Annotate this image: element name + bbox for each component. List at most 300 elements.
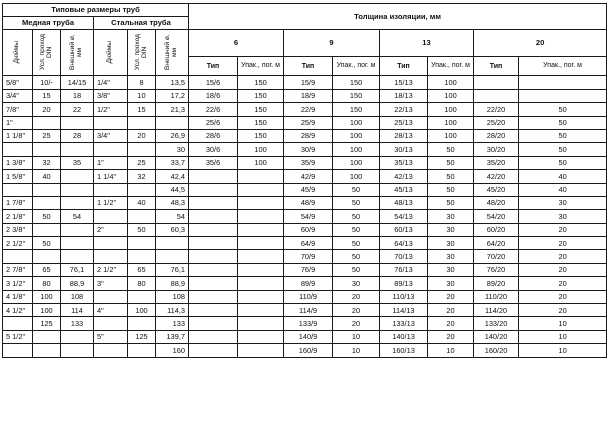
- type-13-cell: 76/13: [380, 263, 428, 276]
- copper-outer-diameter-cell: [61, 143, 94, 156]
- pack-9-cell: 100: [333, 156, 380, 169]
- pack-9-cell: 20: [333, 290, 380, 303]
- copper-outer-diameter-cell: 22: [61, 103, 94, 116]
- pack-6-cell: 150: [238, 116, 284, 129]
- pack-6-cell: [238, 263, 284, 276]
- pack-13-cell: 20: [428, 304, 474, 317]
- type-9-cell: 70/9: [284, 250, 333, 263]
- steel-nominal-bore-cell: 40: [128, 196, 156, 209]
- gauge-9-header: 9: [284, 30, 380, 57]
- type-20-cell: 22/20: [474, 103, 519, 116]
- steel-nominal-bore-cell: [128, 250, 156, 263]
- steel-inches-cell: 1 1/4": [94, 170, 128, 183]
- type-9-cell: 89/9: [284, 277, 333, 290]
- steel-outer-diameter-cell: 114,3: [156, 304, 189, 317]
- steel-inches-cell: [94, 290, 128, 303]
- steel-outer-diameter-cell: 21,3: [156, 103, 189, 116]
- pack-9-cell: 100: [333, 129, 380, 142]
- type-9-cell: 54/9: [284, 210, 333, 223]
- type-13-cell: 54/13: [380, 210, 428, 223]
- insulation-thickness-header: Толщина изоляции, мм: [189, 4, 607, 30]
- copper-inches-cell: [3, 183, 33, 196]
- copper-inches-cell: [3, 143, 33, 156]
- pack-20-cell: 20: [519, 223, 607, 236]
- steel-nominal-bore-cell: [128, 143, 156, 156]
- gauge-20-header: 20: [474, 30, 607, 57]
- steel-inches-cell: [94, 210, 128, 223]
- type-6-cell: [189, 210, 238, 223]
- type-header-20: Тип: [474, 56, 519, 76]
- copper-nominal-bore-cell: [33, 250, 61, 263]
- steel-nominal-bore-cell: 65: [128, 263, 156, 276]
- copper-nominal-bore-cell: 10/-: [33, 76, 61, 89]
- copper-outer-diameter-cell: [61, 170, 94, 183]
- steel-inches-cell: 1/4": [94, 76, 128, 89]
- steel-outer-diameter-cell: 42,4: [156, 170, 189, 183]
- steel-inches-cell: 1 1/2": [94, 196, 128, 209]
- pack-header-6: Упак., пог. м: [238, 56, 284, 76]
- copper-inches-cell: [3, 317, 33, 330]
- type-13-cell: 60/13: [380, 223, 428, 236]
- copper-nominal-bore-cell: [33, 344, 61, 357]
- copper-inches-cell: 4 1/2": [3, 304, 33, 317]
- copper-outer-diameter-cell: 108: [61, 290, 94, 303]
- steel-outer-diameter-cell: 26,9: [156, 129, 189, 142]
- type-13-cell: 25/13: [380, 116, 428, 129]
- pack-13-cell: 10: [428, 344, 474, 357]
- copper-inches-cell: 5/8": [3, 76, 33, 89]
- pack-9-cell: 100: [333, 170, 380, 183]
- type-9-cell: 60/9: [284, 223, 333, 236]
- steel-outer-diameter-cell: 133: [156, 317, 189, 330]
- steel-nominal-bore-cell: [128, 317, 156, 330]
- type-13-cell: 114/13: [380, 304, 428, 317]
- type-header-9: Тип: [284, 56, 333, 76]
- pack-20-cell: 20: [519, 237, 607, 250]
- copper-nominal-bore-cell: [33, 143, 61, 156]
- steel-outer-diameter-cell: 30: [156, 143, 189, 156]
- table-row: [3, 223, 607, 236]
- type-20-cell: 60/20: [474, 223, 519, 236]
- type-9-cell: 110/9: [284, 290, 333, 303]
- steel-inches-cell: [94, 317, 128, 330]
- steel-inches-cell: 2": [94, 223, 128, 236]
- steel-nominal-bore-cell: 8: [128, 76, 156, 89]
- type-20-cell: 89/20: [474, 277, 519, 290]
- type-9-cell: 140/9: [284, 330, 333, 343]
- pack-13-cell: 20: [428, 330, 474, 343]
- steel-outer-diameter-cell: 33,7: [156, 156, 189, 169]
- table-row: [3, 89, 607, 102]
- type-9-cell: 25/9: [284, 116, 333, 129]
- table-row: [3, 250, 607, 263]
- pack-13-cell: 50: [428, 183, 474, 196]
- copper-inches-cell: 1 5/8": [3, 170, 33, 183]
- pack-6-cell: [238, 330, 284, 343]
- pack-6-cell: [238, 196, 284, 209]
- pack-20-cell: [519, 76, 607, 89]
- type-20-cell: 42/20: [474, 170, 519, 183]
- copper-outer-diameter-cell: 28: [61, 129, 94, 142]
- table-row: [3, 210, 607, 223]
- type-13-cell: 110/13: [380, 290, 428, 303]
- pack-9-cell: 100: [333, 116, 380, 129]
- pack-header-20: Упак., пог. м: [519, 56, 607, 76]
- table-row: [3, 170, 607, 183]
- type-6-cell: [189, 263, 238, 276]
- steel-nominal-bore-cell: 50: [128, 223, 156, 236]
- type-9-cell: 114/9: [284, 304, 333, 317]
- type-13-cell: 89/13: [380, 277, 428, 290]
- steel-nominal-bore-cell: 15: [128, 103, 156, 116]
- copper-nominal-bore-cell: 50: [33, 237, 61, 250]
- steel-nominal-bore-cell: 25: [128, 156, 156, 169]
- steel-nominal-bore-cell: [128, 344, 156, 357]
- type-13-cell: 18/13: [380, 89, 428, 102]
- pack-20-cell: 30: [519, 210, 607, 223]
- type-20-cell: 70/20: [474, 250, 519, 263]
- copper-nominal-bore-cell: 80: [33, 277, 61, 290]
- type-6-cell: [189, 250, 238, 263]
- steel-outer-diameter-cell: [156, 116, 189, 129]
- pack-13-cell: 30: [428, 237, 474, 250]
- copper-inches-cell: 2 7/8": [3, 263, 33, 276]
- type-9-cell: 76/9: [284, 263, 333, 276]
- copper-outer-diameter-header: [61, 30, 94, 76]
- table-row: [3, 290, 607, 303]
- copper-outer-diameter-cell: [61, 237, 94, 250]
- copper-outer-diameter-cell: 18: [61, 89, 94, 102]
- copper-nominal-bore-cell: 40: [33, 170, 61, 183]
- pack-20-cell: 20: [519, 304, 607, 317]
- copper-nominal-bore-cell: [33, 330, 61, 343]
- pack-13-cell: 20: [428, 317, 474, 330]
- copper-inches-header: [3, 30, 33, 76]
- pack-header-13: Упак., пог. м: [428, 56, 474, 76]
- copper-outer-diameter-label: Внешний ø, мм: [69, 34, 83, 70]
- steel-outer-diameter-label: Внешний ø, мм: [164, 34, 178, 70]
- steel-outer-diameter-cell: 160: [156, 344, 189, 357]
- copper-inches-cell: 2 1/2": [3, 237, 33, 250]
- pack-13-cell: 30: [428, 263, 474, 276]
- steel-nominal-bore-label: Усл. проход DIN: [133, 34, 148, 70]
- pack-6-cell: [238, 304, 284, 317]
- table-row: [3, 103, 607, 116]
- type-6-cell: [189, 223, 238, 236]
- copper-outer-diameter-cell: [61, 250, 94, 263]
- pack-6-cell: [238, 170, 284, 183]
- type-20-cell: 76/20: [474, 263, 519, 276]
- pack-13-cell: 50: [428, 156, 474, 169]
- type-6-cell: 18/6: [189, 89, 238, 102]
- steel-outer-diameter-cell: 60,3: [156, 223, 189, 236]
- pack-6-cell: 150: [238, 89, 284, 102]
- pack-9-cell: 30: [333, 277, 380, 290]
- copper-outer-diameter-cell: [61, 196, 94, 209]
- pack-9-cell: 50: [333, 223, 380, 236]
- steel-nominal-bore-header: [128, 30, 156, 76]
- pack-20-cell: 50: [519, 129, 607, 142]
- table-body: [3, 76, 607, 357]
- copper-outer-diameter-cell: 88,9: [61, 277, 94, 290]
- steel-inches-cell: [94, 143, 128, 156]
- steel-outer-diameter-cell: 44,5: [156, 183, 189, 196]
- pack-6-cell: [238, 317, 284, 330]
- steel-inches-cell: 1": [94, 156, 128, 169]
- type-6-cell: 15/6: [189, 76, 238, 89]
- table-row: [3, 304, 607, 317]
- copper-outer-diameter-cell: [61, 223, 94, 236]
- steel-outer-diameter-cell: 76,1: [156, 263, 189, 276]
- steel-outer-diameter-cell: 88,9: [156, 277, 189, 290]
- pack-20-cell: 20: [519, 277, 607, 290]
- table-row: [3, 317, 607, 330]
- pack-13-cell: 30: [428, 210, 474, 223]
- table-row: [3, 129, 607, 142]
- typical-sizes-header: Типовые размеры труб: [3, 4, 189, 17]
- steel-inches-cell: 1/2": [94, 103, 128, 116]
- gauge-13-header: 13: [380, 30, 474, 57]
- type-20-cell: 25/20: [474, 116, 519, 129]
- pack-9-cell: 50: [333, 237, 380, 250]
- type-13-cell: 45/13: [380, 183, 428, 196]
- pack-9-cell: 20: [333, 317, 380, 330]
- pack-9-cell: 50: [333, 183, 380, 196]
- steel-nominal-bore-cell: [128, 290, 156, 303]
- pack-13-cell: 100: [428, 76, 474, 89]
- type-9-cell: 28/9: [284, 129, 333, 142]
- steel-inches-cell: [94, 116, 128, 129]
- pack-6-cell: 150: [238, 103, 284, 116]
- type-6-cell: 25/6: [189, 116, 238, 129]
- steel-nominal-bore-cell: [128, 116, 156, 129]
- steel-inches-header: [94, 30, 128, 76]
- copper-inches-cell: [3, 250, 33, 263]
- type-13-cell: 70/13: [380, 250, 428, 263]
- type-20-cell: 45/20: [474, 183, 519, 196]
- pack-6-cell: [238, 210, 284, 223]
- steel-nominal-bore-cell: 100: [128, 304, 156, 317]
- copper-nominal-bore-cell: 100: [33, 290, 61, 303]
- type-6-cell: [189, 330, 238, 343]
- pack-20-cell: 20: [519, 250, 607, 263]
- type-6-cell: 35/6: [189, 156, 238, 169]
- type-20-cell: 64/20: [474, 237, 519, 250]
- type-9-cell: 48/9: [284, 196, 333, 209]
- steel-nominal-bore-cell: [128, 210, 156, 223]
- pack-20-cell: 50: [519, 116, 607, 129]
- steel-inches-cell: 3/4": [94, 129, 128, 142]
- copper-inches-cell: 3/4": [3, 89, 33, 102]
- steel-inches-cell: 3": [94, 277, 128, 290]
- copper-inches-cell: 1 3/8": [3, 156, 33, 169]
- pack-6-cell: [238, 237, 284, 250]
- steel-inches-cell: 3/8": [94, 89, 128, 102]
- pack-13-cell: 50: [428, 170, 474, 183]
- type-9-cell: 15/9: [284, 76, 333, 89]
- pack-9-cell: 10: [333, 330, 380, 343]
- pack-13-cell: 100: [428, 89, 474, 102]
- pack-13-cell: 100: [428, 103, 474, 116]
- table-row: [3, 156, 607, 169]
- pack-20-cell: 50: [519, 156, 607, 169]
- copper-nominal-bore-cell: 65: [33, 263, 61, 276]
- pack-9-cell: 50: [333, 196, 380, 209]
- pack-20-cell: 20: [519, 263, 607, 276]
- pack-13-cell: 30: [428, 223, 474, 236]
- steel-inches-cell: [94, 183, 128, 196]
- pack-9-cell: 150: [333, 89, 380, 102]
- copper-outer-diameter-cell: [61, 344, 94, 357]
- type-20-cell: 35/20: [474, 156, 519, 169]
- pack-13-cell: 30: [428, 277, 474, 290]
- pack-6-cell: 100: [238, 156, 284, 169]
- table-row: [3, 263, 607, 276]
- type-6-cell: [189, 317, 238, 330]
- pack-9-cell: 50: [333, 210, 380, 223]
- type-9-cell: 64/9: [284, 237, 333, 250]
- pack-9-cell: 150: [333, 76, 380, 89]
- type-13-cell: 28/13: [380, 129, 428, 142]
- copper-nominal-bore-cell: 50: [33, 210, 61, 223]
- steel-nominal-bore-cell: [128, 237, 156, 250]
- copper-outer-diameter-cell: 14/15: [61, 76, 94, 89]
- table-row: [3, 344, 607, 357]
- pack-20-cell: 40: [519, 170, 607, 183]
- copper-inches-cell: 7/8": [3, 103, 33, 116]
- steel-outer-diameter-cell: 48,3: [156, 196, 189, 209]
- pack-6-cell: 100: [238, 143, 284, 156]
- pack-9-cell: 50: [333, 263, 380, 276]
- steel-outer-diameter-cell: [156, 237, 189, 250]
- steel-outer-diameter-cell: 108: [156, 290, 189, 303]
- gauge-6-header: 6: [189, 30, 284, 57]
- table-row: [3, 183, 607, 196]
- pack-9-cell: 10: [333, 344, 380, 357]
- type-9-cell: 18/9: [284, 89, 333, 102]
- pack-6-cell: [238, 223, 284, 236]
- table-row: [3, 116, 607, 129]
- type-13-cell: 64/13: [380, 237, 428, 250]
- copper-outer-diameter-cell: 133: [61, 317, 94, 330]
- pack-9-cell: 20: [333, 304, 380, 317]
- type-6-cell: [189, 170, 238, 183]
- type-9-cell: 35/9: [284, 156, 333, 169]
- type-13-cell: 15/13: [380, 76, 428, 89]
- copper-inches-cell: 2 1/8": [3, 210, 33, 223]
- steel-nominal-bore-cell: 10: [128, 89, 156, 102]
- pack-6-cell: [238, 290, 284, 303]
- type-20-cell: [474, 89, 519, 102]
- pack-6-cell: [238, 183, 284, 196]
- type-13-cell: 133/13: [380, 317, 428, 330]
- type-9-cell: 133/9: [284, 317, 333, 330]
- copper-nominal-bore-cell: 25: [33, 129, 61, 142]
- copper-inches-cell: 4 1/8": [3, 290, 33, 303]
- type-6-cell: 22/6: [189, 103, 238, 116]
- type-20-cell: 48/20: [474, 196, 519, 209]
- steel-inches-cell: 2 1/2": [94, 263, 128, 276]
- copper-outer-diameter-cell: 35: [61, 156, 94, 169]
- copper-inches-cell: 5 1/2": [3, 330, 33, 343]
- pack-20-cell: 10: [519, 344, 607, 357]
- type-9-cell: 22/9: [284, 103, 333, 116]
- table-row: [3, 277, 607, 290]
- copper-nominal-bore-cell: 15: [33, 89, 61, 102]
- pack-13-cell: 50: [428, 143, 474, 156]
- table-row: [3, 237, 607, 250]
- pack-20-cell: 10: [519, 330, 607, 343]
- copper-inches-cell: 3 1/2": [3, 277, 33, 290]
- type-6-cell: 28/6: [189, 129, 238, 142]
- steel-outer-diameter-cell: [156, 250, 189, 263]
- copper-outer-diameter-cell: [61, 183, 94, 196]
- type-13-cell: 42/13: [380, 170, 428, 183]
- type-9-cell: 45/9: [284, 183, 333, 196]
- steel-outer-diameter-header: [156, 30, 189, 76]
- type-header-6: Тип: [189, 56, 238, 76]
- type-6-cell: [189, 183, 238, 196]
- steel-inches-cell: [94, 344, 128, 357]
- copper-outer-diameter-cell: [61, 116, 94, 129]
- pipe-insulation-table: [2, 3, 607, 358]
- table-row: [3, 196, 607, 209]
- copper-inches-label: Дюймы: [13, 40, 21, 64]
- pack-20-cell: 50: [519, 143, 607, 156]
- type-13-cell: 48/13: [380, 196, 428, 209]
- pack-20-cell: 20: [519, 290, 607, 303]
- pack-20-cell: 30: [519, 196, 607, 209]
- copper-nominal-bore-cell: 100: [33, 304, 61, 317]
- pack-9-cell: 50: [333, 250, 380, 263]
- type-20-cell: 133/20: [474, 317, 519, 330]
- pack-13-cell: 50: [428, 196, 474, 209]
- type-13-cell: 160/13: [380, 344, 428, 357]
- pack-13-cell: 30: [428, 250, 474, 263]
- type-20-cell: 160/20: [474, 344, 519, 357]
- copper-nominal-bore-cell: 32: [33, 156, 61, 169]
- steel-nominal-bore-cell: 125: [128, 330, 156, 343]
- type-6-cell: [189, 277, 238, 290]
- copper-nominal-bore-cell: 20: [33, 103, 61, 116]
- type-20-cell: 54/20: [474, 210, 519, 223]
- type-20-cell: 140/20: [474, 330, 519, 343]
- pack-9-cell: 150: [333, 103, 380, 116]
- steel-inches-cell: 4": [94, 304, 128, 317]
- steel-inches-cell: 5": [94, 330, 128, 343]
- type-6-cell: [189, 196, 238, 209]
- copper-inches-cell: [3, 344, 33, 357]
- copper-outer-diameter-cell: 114: [61, 304, 94, 317]
- steel-nominal-bore-cell: 32: [128, 170, 156, 183]
- copper-nominal-bore-cell: 125: [33, 317, 61, 330]
- pack-6-cell: [238, 250, 284, 263]
- type-6-cell: [189, 304, 238, 317]
- type-6-cell: 30/6: [189, 143, 238, 156]
- copper-nominal-bore-cell: [33, 183, 61, 196]
- pack-6-cell: 150: [238, 76, 284, 89]
- copper-nominal-bore-cell: [33, 116, 61, 129]
- type-6-cell: [189, 344, 238, 357]
- type-20-cell: [474, 76, 519, 89]
- type-13-cell: 22/13: [380, 103, 428, 116]
- steel-inches-cell: [94, 237, 128, 250]
- pack-6-cell: [238, 344, 284, 357]
- steel-outer-diameter-cell: 17,2: [156, 89, 189, 102]
- copper-inches-cell: 1 1/8": [3, 129, 33, 142]
- type-20-cell: 110/20: [474, 290, 519, 303]
- type-20-cell: 30/20: [474, 143, 519, 156]
